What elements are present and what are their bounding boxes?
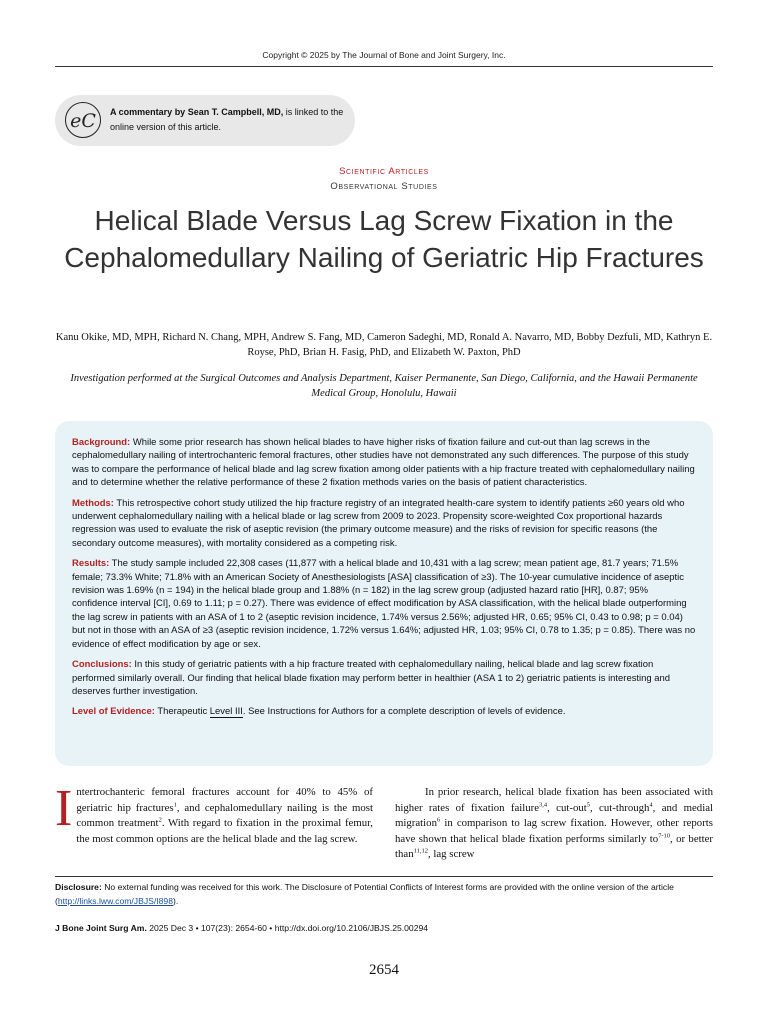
body-text: , and cephalomedullary nailing is the most common treatment xyxy=(76,801,373,829)
body-text: . With regard to fixation in the proximal femur, the most common options are the helical blade and the lag screw. xyxy=(76,817,373,845)
reference-link[interactable]: 1 xyxy=(173,800,177,808)
commentary-box[interactable] xyxy=(55,95,355,146)
abstract-level-post: . See Instructions for Authors for a complete description of levels of evidence. xyxy=(242,706,566,718)
abstract-conclusions xyxy=(72,658,696,698)
abstract-results-label: Results: xyxy=(72,558,110,570)
abstract-level xyxy=(72,705,696,718)
body-text: , cut-out xyxy=(547,801,587,814)
disclosure-link[interactable]: http://links.lww.com/JBJS/I898 xyxy=(57,895,173,906)
abstract-methods xyxy=(72,497,696,551)
body-text: ntertrochanteric femoral fractures account for 40% to 45% of geriatric hip fractures xyxy=(76,786,373,814)
body-column-right xyxy=(395,785,713,863)
citation-details: 2025 Dec 3 • 107(23): 2654-60 • http://dx.doi.org/10.2106/JBJS.25.00294 xyxy=(146,923,429,933)
disclosure-end: ). xyxy=(172,895,179,906)
abstract-level-label: Level of Evidence: xyxy=(72,706,155,718)
commentary-text xyxy=(110,105,350,135)
body-text: , lag screw xyxy=(427,848,475,860)
section-secondary: Observational Studies xyxy=(330,181,438,192)
reference-link[interactable]: 6 xyxy=(436,816,441,824)
body-text: , and medial migration xyxy=(395,801,713,829)
reference-link[interactable]: 7-10 xyxy=(658,831,671,839)
copyright-line: Copyright © 2025 by The Journal of Bone and Joint Surgery, Inc. xyxy=(262,50,506,60)
drop-cap: I xyxy=(55,780,73,837)
citation-journal: J Bone Joint Surg Am. xyxy=(55,923,147,933)
ec-commentary-icon: eC xyxy=(65,102,101,138)
disclosure xyxy=(55,881,715,908)
reference-link[interactable]: 5 xyxy=(586,800,591,808)
disclosure-text: No external funding was received for this work. The Disclosure of Potential Conflicts of Interest forms are provided with the online version of the article ( xyxy=(55,882,674,906)
disclosure-label: Disclosure: xyxy=(55,882,102,892)
page-number: 2654 xyxy=(369,962,399,978)
reference-link[interactable]: 3,4 xyxy=(539,800,548,808)
body-text: , cut-through xyxy=(590,801,650,814)
abstract-box xyxy=(55,421,713,766)
abstract-results-text: The study sample included 22,308 cases (11,877 with a helical blade and 10,431 with a lag screw; mean patient age, 81.7 years; 71.5% female; 73.3% White; 71.8% with an American Society of Anesthesiologists [ASA] classification of ≥3). The 10-year cumulative incidence of aseptic revision was 1.69% (n = 194) in the helical blade group and 1.88% (n = 182) in the lag screw group (adjusted hazard ratio [HR], 0.87; 95% confidence interval [CI], 0.69 to 1.11; p = 0.27). There was evidence of effect modification by ASA classification, with the helical blade outperforming the lag screw in patients with an ASA of 1 to 2 (aseptic revision incidence, 1.74% versus 2.56%; adjusted HR, 0.65; 95% CI, 0.43 to 0.98; p = 0.04) but not in those with an ASA of ≥3 (aseptic revision incidence, 1.72% versus 1.64%; adjusted HR, 1.03; 95% CI, 0.78 to 1.35; p = 0.85). There was no evidence of effect modification by age or sex. xyxy=(72,558,696,650)
body-text: in comparison to lag screw fixation. However, other reports have shown that helical blade fixation performs similarly to xyxy=(395,817,713,845)
affiliation: Investigation performed at the Surgical Outcomes and Analysis Department, Kaiser Permanente, San Diego, California, and the Hawaii Permanente Medical Group, Honolulu, Hawaii xyxy=(70,373,698,399)
author-list: Kanu Okike, MD, MPH, Richard N. Chang, MPH, Andrew S. Fang, MD, Cameron Sadeghi, MD, Ronald A. Navarro, MD, Bobby Dezfuli, MD, Kathryn E. Royse, PhD, Brian H. Fasig, PhD, and Elizabeth W. Paxton, PhD xyxy=(55,332,713,358)
abstract-level-pre: Therapeutic xyxy=(154,706,210,718)
commentary-rest: is linked to the online version of this article. xyxy=(110,107,344,132)
body-text: , or better than xyxy=(395,832,713,860)
header-rule xyxy=(55,66,713,67)
article-title: Helical Blade Versus Lag Screw Fixation in the Cephalomedullary Nailing of Geriatric Hip Fractures xyxy=(64,205,704,273)
abstract-methods-label: Methods: xyxy=(72,497,114,509)
body-column-left xyxy=(55,780,373,847)
reference-link[interactable]: 2 xyxy=(158,816,162,824)
abstract-background-text: While some prior research has shown helical blades to have higher risks of fixation failure and cut-out than lag screws in the cephalomedullary nailing of intertrochanteric femoral fractures, other studies have not demonstrated any such differences. The purpose of this study was to compare the performance of helical blade and lag screw fixation among older patients with a hip fracture treated with cephalomedullary nailing and to determine whether the relative performance of these 2 fixation methods varies on the basis of patient characteristics. xyxy=(72,437,695,489)
abstract-background xyxy=(72,436,696,490)
abstract-results xyxy=(72,557,696,651)
citation-line xyxy=(55,923,715,933)
level-of-evidence-link[interactable]: Level III xyxy=(209,706,243,718)
footer-rule xyxy=(55,876,713,877)
body-text: In prior research, helical blade fixation has been associated with higher rates of fixation failure xyxy=(395,786,713,814)
section-primary: Scientific Articles xyxy=(339,166,429,177)
reference-link[interactable]: 11,12 xyxy=(413,847,428,855)
commentary-author: A commentary by Sean T. Campbell, MD, xyxy=(110,107,284,117)
reference-link[interactable]: 4 xyxy=(649,800,653,808)
abstract-conclusions-label: Conclusions: xyxy=(72,659,132,671)
abstract-conclusions-text: In this study of geriatric patients with a hip fracture treated with cephalomedullary nailing, helical blade and lag screw fixation performed similarly overall. Our finding that helical blade fixation may perform better in healthier (ASA 1 to 2) geriatric patients is interesting and deserves further investigation. xyxy=(72,659,670,697)
abstract-methods-text: This retrospective cohort study utilized the hip fracture registry of an integrated health-care system to identify patients ≥60 years old who underwent cephalomedullary nailing with a helical blade or lag screw from 2009 to 2023. Propensity score-weighted Cox proportional hazards regression was used to evaluate the risk of aseptic revision (the primary outcome measure) and the risks of revision for specific reasons (the secondary outcome measures), with mortality considered as a competing risk. xyxy=(72,497,685,549)
abstract-background-label: Background: xyxy=(72,437,131,448)
